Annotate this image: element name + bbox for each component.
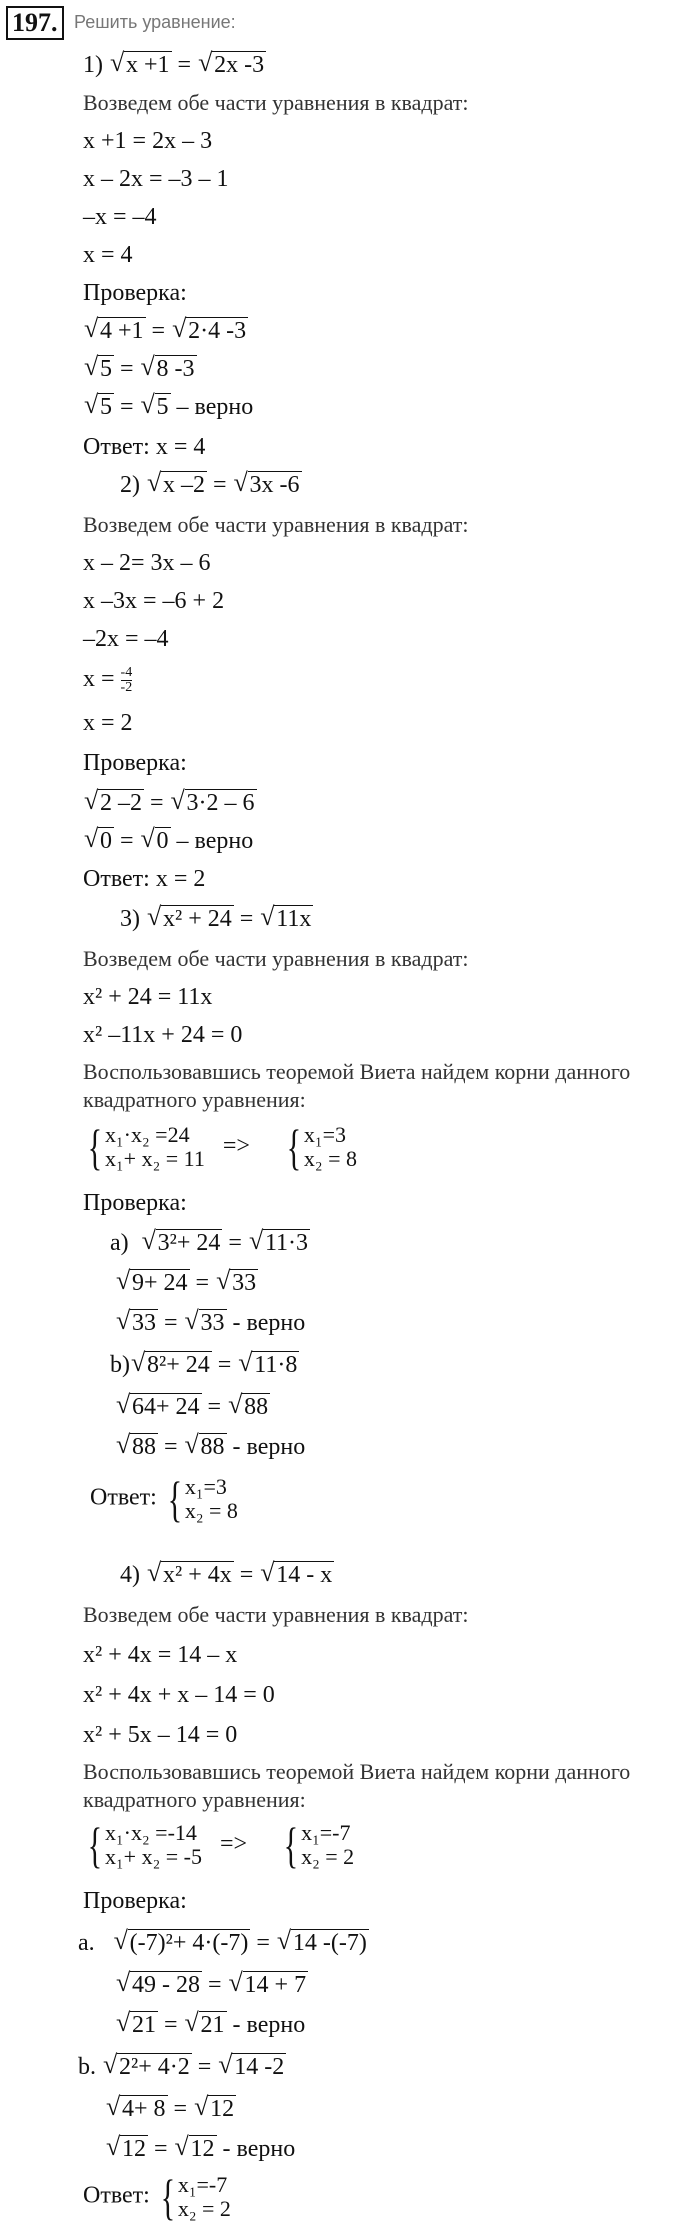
part2-answer: Ответ: x = 2 <box>83 866 206 892</box>
part3-step: x² –11x + 24 = 0 <box>83 1022 243 1048</box>
part3-answer: Ответ: { x₁=3 x₂ = 8 <box>90 1471 238 1527</box>
part3-check-label: Проверка: <box>83 1190 187 1216</box>
part2-check-line: √ 2 –2 = √ 3·2 – 6 <box>83 788 257 818</box>
part1-step: x – 2x = –3 – 1 <box>83 166 229 192</box>
part2-instruction: Возведем обе части уравнения в квадрат: <box>83 512 469 537</box>
part3-check-b: √ 64+ 24 = √ 88 <box>115 1392 270 1422</box>
part4-vieta-text: Воспользовавшись теоремой Виета найдем корни данного квадратного уравнения: <box>83 1759 631 1812</box>
part1-step: –x = –4 <box>83 204 157 230</box>
part3-check-a: √ 9+ 24 = √ 33 <box>115 1268 258 1298</box>
part4-check-a: a. √ (-7)²+ 4·(-7) = √ 14 -(-7) <box>78 1928 369 1958</box>
part4-step: x² + 5x – 14 = 0 <box>83 1722 238 1748</box>
part3-instruction: Возведем обе части уравнения в квадрат: <box>83 946 469 971</box>
part4-check-a: √ 21 = √ 21 - верно <box>115 2010 305 2040</box>
part4-step: x² + 4x + x – 14 = 0 <box>83 1682 275 1708</box>
part3-check-b: √ 88 = √ 88 - верно <box>115 1432 305 1462</box>
part4-check-b: √ 12 = √ 12 - верно <box>105 2134 295 2164</box>
part1-check-line: √ 4 +1 = √ 2·4 -3 <box>83 316 248 346</box>
part3-step: x² + 24 = 11x <box>83 984 213 1010</box>
part4-check-a: √ 49 - 28 = √ 14 + 7 <box>115 1970 308 2000</box>
part4-instruction: Возведем обе части уравнения в квадрат: <box>83 1602 469 1627</box>
part2-check-label: Проверка: <box>83 750 187 776</box>
part4-vieta-system: { x₁·x₂ =-14 x₁+ x₂ = -5 => { x₁=-7 x₂ = 2 <box>87 1817 355 1873</box>
part1-step: x = 4 <box>83 242 133 268</box>
part1-check-line: √ 5 = √ 8 -3 <box>83 354 197 384</box>
part3-equation: 3) √ x² + 24 = √ 11x <box>120 904 313 934</box>
part3-check-b: b)√ 8²+ 24 = √ 11·8 <box>110 1350 299 1380</box>
part1-instruction: Возведем обе части уравнения в квадрат: <box>83 90 469 115</box>
part1-answer: Ответ: x = 4 <box>83 434 206 460</box>
part4-equation: 4) √ x² + 4x = √ 14 - x <box>120 1560 334 1590</box>
part3-check-a: √ 33 = √ 33 - верно <box>115 1308 305 1338</box>
part1-check-label: Проверка: <box>83 280 187 306</box>
part4-answer: Ответ: { x₁=-7 x₂ = 2 <box>83 2169 231 2225</box>
part4-step: x² + 4x = 14 – x <box>83 1642 238 1668</box>
part2-step: x –3x = –6 + 2 <box>83 588 225 614</box>
problem-number: 197. <box>6 6 64 40</box>
part2-fraction-step: x = $\frac{-4}{-2}$ <box>83 664 133 695</box>
part4-check-label: Проверка: <box>83 1888 187 1914</box>
part2-step: x – 2= 3x – 6 <box>83 550 211 576</box>
part4-check-b: b. √ 2²+ 4·2 = √ 14 -2 <box>78 2052 286 2082</box>
part2-step: x = 2 <box>83 710 133 736</box>
part1-equation: 1) √ x +1 = √ 2x -3 <box>83 50 266 80</box>
part1-step: x +1 = 2x – 3 <box>83 128 213 154</box>
problem-header: Решить уравнение: <box>74 12 236 32</box>
part3-check-a: a) √ 3²+ 24 = √ 11·3 <box>110 1228 310 1258</box>
part1-check-line: √ 5 = √ 5 – верно <box>83 392 253 422</box>
part3-vieta-system: { x₁·x₂ =24 x₁+ x₂ = 11 => { x₁=3 x₂ = 8 <box>87 1119 357 1175</box>
part4-check-b: √ 4+ 8 = √ 12 <box>105 2094 236 2124</box>
part2-check-line: √ 0 = √ 0 – верно <box>83 826 253 856</box>
part3-vieta-text: Воспользовавшись теоремой Виета найдем корни данного квадратного уравнения: <box>83 1059 631 1112</box>
part2-step: –2x = –4 <box>83 626 169 652</box>
part2-equation: 2) √ x –2 = √ 3x -6 <box>120 470 302 500</box>
